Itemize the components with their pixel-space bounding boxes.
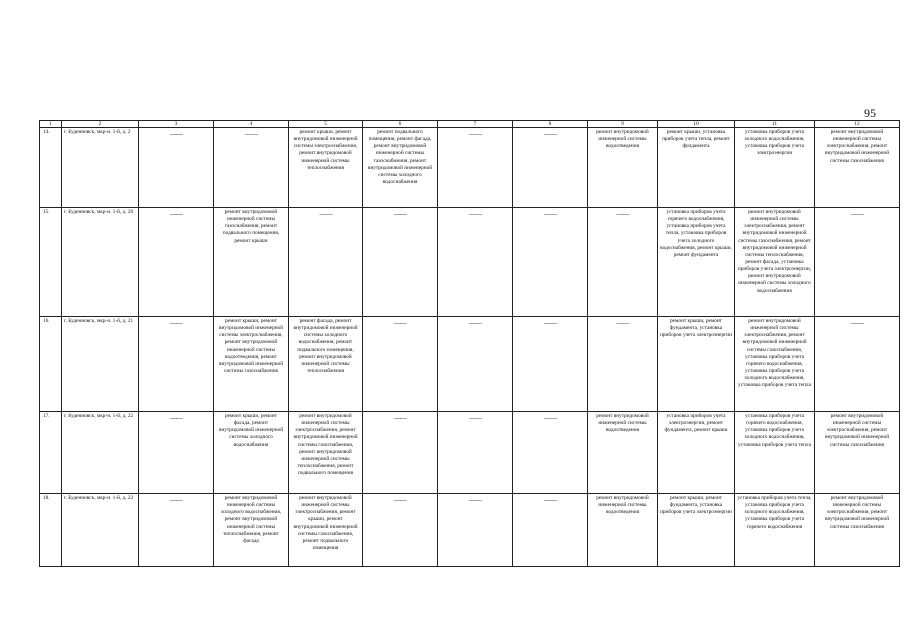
column-header: 12	[815, 121, 900, 128]
table-row	[40, 494, 900, 567]
table-cell: установка приборов учета электроэнергии, ремонт фундамента, ремонт крыши	[658, 412, 735, 494]
column-header: 9	[588, 121, 658, 128]
table-cell: ——	[139, 412, 214, 494]
column-header: 8	[513, 121, 588, 128]
row-number: 16.	[40, 317, 62, 412]
row-number: 18.	[40, 494, 62, 567]
table-row	[40, 317, 900, 412]
address-cell: г. Буденновск, мкр-н. 1-й, д. 2	[62, 128, 139, 208]
table-cell: установка приборов учета горячего водоснабжения, установка приборов учета холодного водоснабжения, установка приборов учета тепла	[735, 412, 815, 494]
table-cell: ——	[363, 317, 438, 412]
table-cell: ремонт внутридомовой инженерной системы электроснабжения, ремонт внутридомовой инженерной системы газоснабжения	[815, 412, 900, 494]
table-cell: ремонт внутридомовой инженерной системы электроснабжения, ремонт крыши, ремонт внутридомовой инженерной системы газоснабжения, ремонт подвального помещения	[289, 494, 363, 567]
address-cell: г. Буденновск, мкр-н. 1-й, д. 20	[62, 208, 139, 317]
address-cell: г. Буденновск, мкр-н. 1-й, д. 22	[62, 412, 139, 494]
table-cell: ——	[363, 208, 438, 317]
table-cell: ——	[289, 208, 363, 317]
table-cell: ремонт крыши, ремонт фасада, ремонт внутридомовой инженерной системы холодного водоснабжения	[214, 412, 289, 494]
column-header: 11	[735, 121, 815, 128]
table-cell: ——	[363, 412, 438, 494]
table-cell: ремонт фасада, ремонт внутридомовой инженерной системы холодного водоснабжения, ремонт подвального помещения, ремонт внутридомовой инженерной системы теплоснабжения	[289, 317, 363, 412]
address-cell: г. Буденновск, мкр-н. 1-й, д. 23	[62, 494, 139, 567]
table-cell: установка приборов учета тепла, установка приборов учета холодного водоснабжения, установка приборов учета горячего водоснабжения	[735, 494, 815, 567]
repair-schedule-table	[39, 120, 900, 567]
column-header: 3	[139, 121, 214, 128]
table-cell: ——	[438, 412, 513, 494]
column-header: 5	[289, 121, 363, 128]
table-cell: ——	[363, 494, 438, 567]
table-cell: ——	[513, 317, 588, 412]
table-cell: ремонт крыши, ремонт внутридомовой инженерной системы электроснабжения, ремонт внутридомовой инженерной системы водоотведения, ремонт внутридомовой инженерной системы газоснабжения	[214, 317, 289, 412]
table-cell: ——	[214, 128, 289, 208]
table-cell: ремонт крыши, ремонт внутридомовой инженерной системы электроснабжения, ремонт внутридомовой инженерной системы теплоснабжения	[289, 128, 363, 208]
table-cell: ——	[513, 128, 588, 208]
table-cell: ——	[513, 208, 588, 317]
table-cell: ——	[588, 208, 658, 317]
table-row	[40, 128, 900, 208]
table-cell: ремонт внутридомовой инженерной системы водоотведения	[588, 494, 658, 567]
table-cell: ремонт внутридомовой инженерной системы электроснабжения, ремонт внутридомовой инженерной системы газоснабжения, ремонт внутридомовой инженерной системы теплоснабжения, ремонт подвального помещения	[289, 412, 363, 494]
table-cell: ремонт подвального помещения, ремонт фасада, ремонт внутридомовой инженерной системы газоснабжения, ремонт внутридомовой инженерной системы холодного водоснабжения	[363, 128, 438, 208]
table-row	[40, 208, 900, 317]
table-cell: ——	[438, 317, 513, 412]
table-cell: ——	[815, 208, 900, 317]
table-cell: установка приборов учета холодного водоснабжения, установка приборов учета электроэнергии	[735, 128, 815, 208]
page-number: 95	[864, 106, 876, 120]
table-row	[40, 412, 900, 494]
table-cell: ——	[513, 494, 588, 567]
column-header: 6	[363, 121, 438, 128]
column-header: 10	[658, 121, 735, 128]
table-cell: ремонт внутридомовой инженерной системы электроснабжения, ремонт внутридомовой инженерной системы газоснабжения	[815, 128, 900, 208]
column-header: 2	[62, 121, 139, 128]
table-cell: установка приборов учета горячего водоснабжения, установка приборов учета тепла, установка приборов учета холодного водоснабжения, ремонт крыши, ремонт фундамента	[658, 208, 735, 317]
table-cell: ——	[815, 317, 900, 412]
table-cell: ремонт внутридомовой инженерной системы водоотведения	[588, 412, 658, 494]
table-cell: ремонт внутридомовой инженерной системы электроснабжения, ремонт внутридомовой инженерной системы газоснабжения, установка приборов учета горячего водоснабжения, установка приборов учета холодного водоснабжения, установка приборов учета тепла	[735, 317, 815, 412]
table-cell: ——	[438, 128, 513, 208]
table-cell: ——	[139, 317, 214, 412]
table-cell: ——	[139, 128, 214, 208]
column-header: 7	[438, 121, 513, 128]
table-cell: ——	[438, 208, 513, 317]
column-header: 1	[40, 121, 62, 128]
address-cell: г. Буденновск, мкр-н. 1-й, д. 21	[62, 317, 139, 412]
column-header: 4	[214, 121, 289, 128]
table-cell: ——	[588, 317, 658, 412]
row-number: 15.	[40, 208, 62, 317]
row-number: 14.	[40, 128, 62, 208]
row-number: 17.	[40, 412, 62, 494]
table-cell: ремонт крыши, ремонт фундамента, установка приборов учета электроэнергии	[658, 494, 735, 567]
table-cell: ——	[438, 494, 513, 567]
table-cell: ——	[139, 208, 214, 317]
table-cell: ремонт крыши, ремонт фундамента, установка приборов учета электроэнергии	[658, 317, 735, 412]
header-row	[40, 121, 900, 128]
table-cell: ремонт внутридомовой инженерной системы холодного водоснабжения, ремонт внутридомовой инженерной системы теплоснабжения, ремонт фасада	[214, 494, 289, 567]
table-cell: ремонт внутридомовой инженерной системы электроснабжения, ремонт внутридомовой инженерной системы газоснабжения	[815, 494, 900, 567]
table-cell: ремонт внутридомовой инженерной системы газоснабжения, ремонт подвального помещения, ремонт крыши	[214, 208, 289, 317]
table-cell: ремонт внутридомовой инженерной системы электроснабжения, ремонт внутридомовой инженерной системы газоснабжения, ремонт внутридомовой инженерной системы теплоснабжения, ремонт фасада, установка приборов учета электроэнергии, ремонт внутридомовой инженерной системы холодного водоснабжения	[735, 208, 815, 317]
table-cell: ремонт внутридомовой инженерной системы водоотведения	[588, 128, 658, 208]
table-cell: ремонт крыши, установка приборов учета тепла, ремонт фундамента	[658, 128, 735, 208]
table-cell: ——	[139, 494, 214, 567]
table-cell: ——	[513, 412, 588, 494]
